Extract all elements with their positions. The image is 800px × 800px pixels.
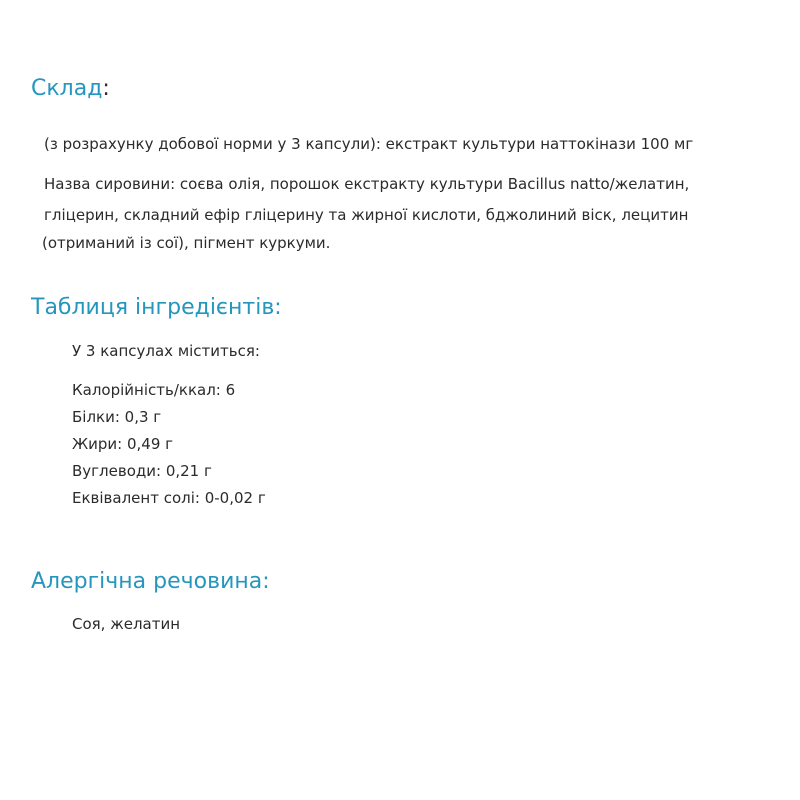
raw-material-line-1: Назва сировини: соєва олія, порошок екстракту культури Bacillus natto/желатин, <box>44 175 690 193</box>
nutrition-item-fat: Жири: 0,49 г <box>72 435 174 453</box>
raw-material-line-2: гліцерин, складний ефір гліцерину та жирної кислоти, бджолиний віск, лецитин <box>44 206 689 224</box>
allergen-heading: Алергічна речовина: <box>31 569 270 594</box>
allergen-value: Соя, желатин <box>72 615 181 633</box>
nutrition-item-carbs: Вуглеводи: 0,21 г <box>72 462 212 480</box>
composition-heading-colon: : <box>102 76 110 101</box>
nutrition-item-calories: Калорійність/ккал: 6 <box>72 381 236 399</box>
composition-heading-text: Склад <box>31 76 103 101</box>
raw-material-line-3: (отриманий із сої), пігмент куркуми. <box>42 234 331 252</box>
dosage-line: (з розрахунку добової норми у 3 капсули): екстракт культури наттокінази 100 мг <box>44 135 694 153</box>
ingredients-table-heading: Таблиця інгредієнтів: <box>31 295 282 320</box>
nutrition-list <box>72 377 266 512</box>
nutrition-item-salt: Еквівалент солі: 0-0,02 г <box>72 489 266 507</box>
composition-heading <box>31 75 110 103</box>
nutrition-item-protein: Білки: 0,3 г <box>72 408 162 426</box>
ingredients-intro: У 3 капсулах міститься: <box>72 342 260 360</box>
